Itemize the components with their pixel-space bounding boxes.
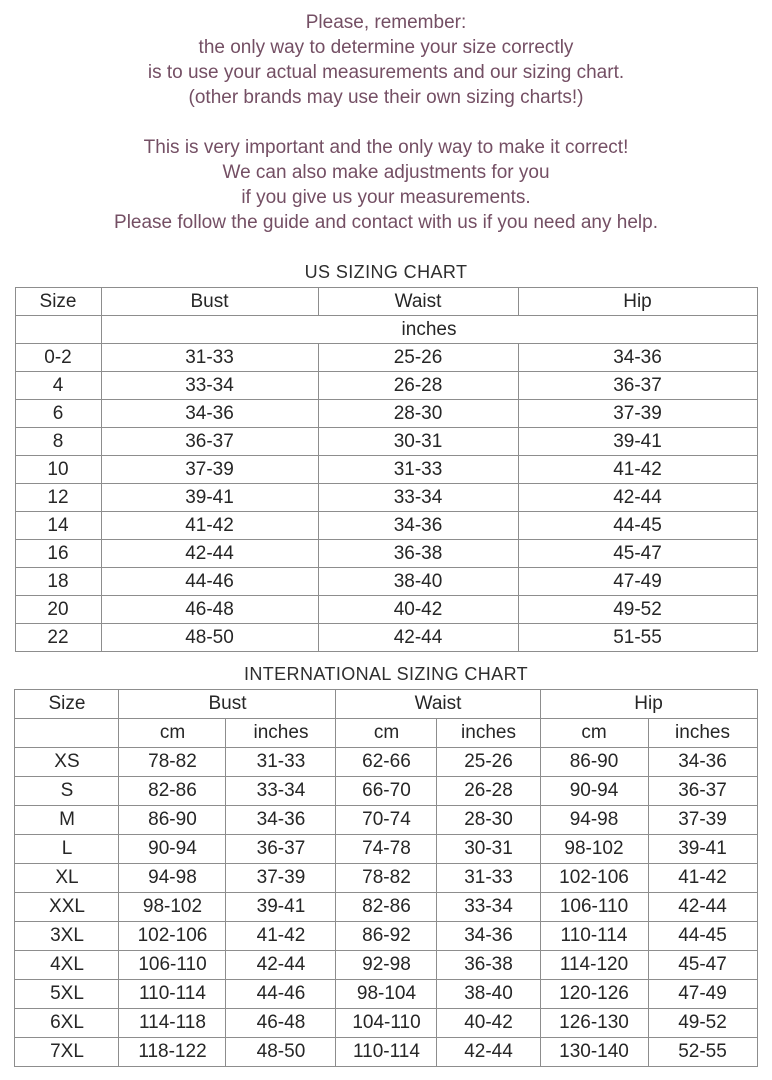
measurement-cell: 31-33 xyxy=(318,456,518,484)
table-row xyxy=(15,1009,757,1038)
table-row xyxy=(15,568,757,596)
table-row xyxy=(15,624,757,652)
measurement-cell: 74-78 xyxy=(336,835,437,864)
measurement-cell: 48-50 xyxy=(226,1038,336,1067)
measurement-cell: 90-94 xyxy=(540,777,648,806)
measurement-cell: 47-49 xyxy=(648,980,757,1009)
size-cell: 18 xyxy=(15,568,101,596)
measurement-cell: 39-41 xyxy=(518,428,757,456)
measurement-cell: 94-98 xyxy=(540,806,648,835)
table-row xyxy=(15,893,757,922)
measurement-cell: 114-118 xyxy=(119,1009,226,1038)
table-row xyxy=(15,484,757,512)
table-row xyxy=(15,748,757,777)
us-table-body xyxy=(15,344,757,652)
size-cell: 22 xyxy=(15,624,101,652)
measurement-cell: 42-44 xyxy=(437,1038,540,1067)
size-cell: XXL xyxy=(15,893,119,922)
intro-paragraph-2 xyxy=(0,135,772,235)
measurement-cell: 86-90 xyxy=(119,806,226,835)
empty-cell xyxy=(15,316,101,344)
measurement-cell: 90-94 xyxy=(119,835,226,864)
measurement-cell: 37-39 xyxy=(648,806,757,835)
unit-label-cell: inches xyxy=(226,719,336,748)
unit-label-cell: inches xyxy=(648,719,757,748)
measurement-cell: 86-92 xyxy=(336,922,437,951)
table-row xyxy=(15,1038,757,1067)
measurement-cell: 41-42 xyxy=(101,512,318,540)
measurement-cell: 82-86 xyxy=(336,893,437,922)
measurement-cell: 102-106 xyxy=(540,864,648,893)
measurement-cell: 31-33 xyxy=(437,864,540,893)
size-cell: 5XL xyxy=(15,980,119,1009)
measurement-cell: 102-106 xyxy=(119,922,226,951)
us-sizing-table xyxy=(15,287,758,652)
measurement-cell: 36-37 xyxy=(101,428,318,456)
measurement-cell: 110-114 xyxy=(336,1038,437,1067)
table-row xyxy=(15,428,757,456)
measurement-cell: 34-36 xyxy=(648,748,757,777)
measurement-cell: 25-26 xyxy=(318,344,518,372)
empty-cell xyxy=(15,719,119,748)
table-row xyxy=(15,922,757,951)
measurement-cell: 31-33 xyxy=(226,748,336,777)
measurement-cell: 98-102 xyxy=(540,835,648,864)
us-unit-row xyxy=(15,316,757,344)
table-row xyxy=(15,512,757,540)
measurement-cell: 120-126 xyxy=(540,980,648,1009)
intro-text xyxy=(0,0,772,235)
intro-paragraph-1 xyxy=(0,10,772,110)
table-row xyxy=(15,456,757,484)
size-cell: 14 xyxy=(15,512,101,540)
measurement-cell: 28-30 xyxy=(318,400,518,428)
measurement-cell: 36-37 xyxy=(648,777,757,806)
measurement-cell: 34-36 xyxy=(437,922,540,951)
measurement-cell: 106-110 xyxy=(540,893,648,922)
measurement-cell: 25-26 xyxy=(437,748,540,777)
measurement-cell: 31-33 xyxy=(101,344,318,372)
paragraph-gap xyxy=(0,110,772,135)
intl-col-header-hip: Hip xyxy=(540,690,757,719)
size-cell: XL xyxy=(15,864,119,893)
size-cell: S xyxy=(15,777,119,806)
measurement-cell: 41-42 xyxy=(648,864,757,893)
measurement-cell: 106-110 xyxy=(119,951,226,980)
unit-label-cell: inches xyxy=(101,316,757,344)
intro-line: (other brands may use their own sizing charts!) xyxy=(188,87,584,108)
size-cell: 4 xyxy=(15,372,101,400)
intro-line: Please follow the guide and contact with us if you need any help. xyxy=(114,212,658,233)
measurement-cell: 126-130 xyxy=(540,1009,648,1038)
measurement-cell: 34-36 xyxy=(318,512,518,540)
us-col-header-hip: Hip xyxy=(518,288,757,316)
measurement-cell: 34-36 xyxy=(518,344,757,372)
measurement-cell: 70-74 xyxy=(336,806,437,835)
measurement-cell: 44-46 xyxy=(101,568,318,596)
measurement-cell: 82-86 xyxy=(119,777,226,806)
table-row xyxy=(15,777,757,806)
measurement-cell: 39-41 xyxy=(226,893,336,922)
measurement-cell: 46-48 xyxy=(101,596,318,624)
intro-line: Please, remember: xyxy=(305,12,467,33)
measurement-cell: 37-39 xyxy=(226,864,336,893)
us-col-header-size: Size xyxy=(15,288,101,316)
measurement-cell: 42-44 xyxy=(518,484,757,512)
table-row xyxy=(15,835,757,864)
measurement-cell: 98-102 xyxy=(119,893,226,922)
unit-label-cell: inches xyxy=(437,719,540,748)
measurement-cell: 47-49 xyxy=(518,568,757,596)
measurement-cell: 36-37 xyxy=(226,835,336,864)
intl-header-row xyxy=(15,690,757,719)
measurement-cell: 33-34 xyxy=(226,777,336,806)
table-row xyxy=(15,596,757,624)
size-cell: 12 xyxy=(15,484,101,512)
measurement-cell: 26-28 xyxy=(437,777,540,806)
measurement-cell: 38-40 xyxy=(437,980,540,1009)
measurement-cell: 42-44 xyxy=(226,951,336,980)
measurement-cell: 33-34 xyxy=(101,372,318,400)
measurement-cell: 37-39 xyxy=(518,400,757,428)
measurement-cell: 94-98 xyxy=(119,864,226,893)
size-cell: 7XL xyxy=(15,1038,119,1067)
table-row xyxy=(15,372,757,400)
measurement-cell: 30-31 xyxy=(437,835,540,864)
measurement-cell: 49-52 xyxy=(648,1009,757,1038)
measurement-cell: 98-104 xyxy=(336,980,437,1009)
table-row xyxy=(15,980,757,1009)
measurement-cell: 44-45 xyxy=(518,512,757,540)
measurement-cell: 110-114 xyxy=(540,922,648,951)
measurement-cell: 39-41 xyxy=(101,484,318,512)
measurement-cell: 36-38 xyxy=(318,540,518,568)
measurement-cell: 36-37 xyxy=(518,372,757,400)
us-col-header-bust: Bust xyxy=(101,288,318,316)
measurement-cell: 86-90 xyxy=(540,748,648,777)
intro-line: if you give us your measurements. xyxy=(241,187,531,208)
measurement-cell: 92-98 xyxy=(336,951,437,980)
unit-label-cell: cm xyxy=(119,719,226,748)
measurement-cell: 44-46 xyxy=(226,980,336,1009)
size-cell: XS xyxy=(15,748,119,777)
measurement-cell: 114-120 xyxy=(540,951,648,980)
measurement-cell: 30-31 xyxy=(318,428,518,456)
measurement-cell: 130-140 xyxy=(540,1038,648,1067)
measurement-cell: 104-110 xyxy=(336,1009,437,1038)
unit-label-cell: cm xyxy=(540,719,648,748)
measurement-cell: 45-47 xyxy=(518,540,757,568)
table-row xyxy=(15,344,757,372)
measurement-cell: 28-30 xyxy=(437,806,540,835)
measurement-cell: 36-38 xyxy=(437,951,540,980)
size-cell: 6XL xyxy=(15,1009,119,1038)
intro-line: is to use your actual measurements and our sizing chart. xyxy=(147,62,625,83)
intl-col-header-waist: Waist xyxy=(336,690,540,719)
intl-sizing-table xyxy=(14,689,757,1067)
measurement-cell: 34-36 xyxy=(226,806,336,835)
table-row xyxy=(15,540,757,568)
size-cell: 16 xyxy=(15,540,101,568)
size-cell: 20 xyxy=(15,596,101,624)
measurement-cell: 110-114 xyxy=(119,980,226,1009)
measurement-cell: 40-42 xyxy=(437,1009,540,1038)
measurement-cell: 41-42 xyxy=(518,456,757,484)
table-row xyxy=(15,400,757,428)
intro-line: the only way to determine your size correctly xyxy=(198,37,574,58)
measurement-cell: 38-40 xyxy=(318,568,518,596)
size-cell: 10 xyxy=(15,456,101,484)
measurement-cell: 40-42 xyxy=(318,596,518,624)
size-cell: 3XL xyxy=(15,922,119,951)
measurement-cell: 48-50 xyxy=(101,624,318,652)
size-cell: M xyxy=(15,806,119,835)
unit-label-cell: cm xyxy=(336,719,437,748)
measurement-cell: 42-44 xyxy=(648,893,757,922)
intl-col-header-size: Size xyxy=(15,690,119,719)
us-col-header-waist: Waist xyxy=(318,288,518,316)
measurement-cell: 34-36 xyxy=(101,400,318,428)
measurement-cell: 51-55 xyxy=(518,624,757,652)
measurement-cell: 62-66 xyxy=(336,748,437,777)
intl-chart-title: INTERNATIONAL SIZING CHART xyxy=(243,664,529,684)
table-row xyxy=(15,806,757,835)
measurement-cell: 42-44 xyxy=(101,540,318,568)
measurement-cell: 78-82 xyxy=(336,864,437,893)
table-row xyxy=(15,864,757,893)
intro-line: This is very important and the only way to make it correct! xyxy=(143,137,629,158)
measurement-cell: 42-44 xyxy=(318,624,518,652)
measurement-cell: 41-42 xyxy=(226,922,336,951)
measurement-cell: 52-55 xyxy=(648,1038,757,1067)
measurement-cell: 46-48 xyxy=(226,1009,336,1038)
size-cell: 0-2 xyxy=(15,344,101,372)
measurement-cell: 26-28 xyxy=(318,372,518,400)
measurement-cell: 45-47 xyxy=(648,951,757,980)
measurement-cell: 118-122 xyxy=(119,1038,226,1067)
intro-line: We can also make adjustments for you xyxy=(222,162,550,183)
measurement-cell: 37-39 xyxy=(101,456,318,484)
table-row xyxy=(15,951,757,980)
measurement-cell: 78-82 xyxy=(119,748,226,777)
size-cell: 6 xyxy=(15,400,101,428)
measurement-cell: 49-52 xyxy=(518,596,757,624)
size-cell: 4XL xyxy=(15,951,119,980)
measurement-cell: 33-34 xyxy=(318,484,518,512)
measurement-cell: 33-34 xyxy=(437,893,540,922)
us-chart-title: US SIZING CHART xyxy=(304,262,468,282)
intl-subheader-row xyxy=(15,719,757,748)
us-header-row xyxy=(15,288,757,316)
intl-table-body xyxy=(15,748,757,1067)
measurement-cell: 39-41 xyxy=(648,835,757,864)
measurement-cell: 66-70 xyxy=(336,777,437,806)
size-cell: L xyxy=(15,835,119,864)
size-cell: 8 xyxy=(15,428,101,456)
measurement-cell: 44-45 xyxy=(648,922,757,951)
intl-col-header-bust: Bust xyxy=(119,690,336,719)
